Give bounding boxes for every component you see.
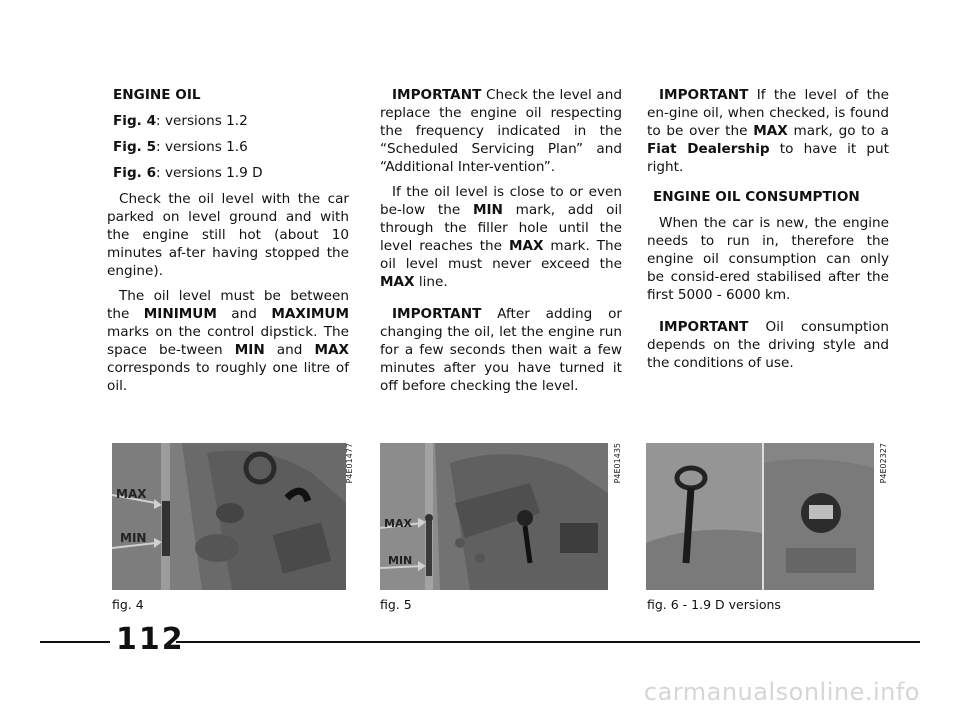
- add-oil-paragraph: If the oil level is close to or even be-low the MIN mark, add oil through the filler hole until the level reaches the MAX mark. The oil level must never exceed the MAX line.: [380, 184, 622, 290]
- fig5-max-label: MAX: [384, 517, 412, 530]
- running-in-paragraph: When the car is new, the engine needs to run in, therefore the engine oil consumption can only be consid-ered stabilised after the first 5000 - 6000 km.: [647, 215, 889, 303]
- column-3: [647, 86, 889, 379]
- important-consumption: IMPORTANT Oil consumption depends on the driving style and the conditions of use.: [647, 319, 889, 371]
- fig6-caption: fig. 6 - 1.9 D versions: [647, 597, 781, 612]
- important-over-max: IMPORTANT If the level of the en-gine oil, when checked, is found to be over the MAX mark, go to a Fiat Dealership to have it put right.: [647, 87, 890, 175]
- fig4-versions: Fig. 4: versions 1.2: [113, 113, 248, 129]
- fig6-versions: Fig. 6: versions 1.9 D: [113, 165, 263, 181]
- fig5-code: P4E01435: [613, 443, 622, 484]
- figure-6-image: [646, 443, 874, 590]
- fig4-caption: fig. 4: [112, 597, 144, 612]
- figure-5-image: [380, 443, 608, 590]
- figure-4-image: [112, 443, 346, 590]
- fig4-min-label: MIN: [120, 531, 147, 545]
- oil-level-range-paragraph: The oil level must be between the MINIMUM and MAXIMUM marks on the control dipstick. The space be-tween MIN and MAX corresponds to roughly one litre of oil.: [107, 288, 349, 394]
- important-after-adding: IMPORTANT After adding or changing the oil, let the engine run for a few seconds then wait a few minutes after you have turned it off before checking the level.: [380, 306, 622, 394]
- column-2: [380, 86, 622, 402]
- footer-watermark: carmanualsonline.info: [643, 678, 920, 706]
- oil-consumption-heading: ENGINE OIL CONSUMPTION: [653, 189, 860, 205]
- fig5-min-label: MIN: [388, 554, 413, 567]
- fig4-code: P4E01477: [345, 443, 354, 484]
- fig5-caption: fig. 5: [380, 597, 412, 612]
- fig5-versions: Fig. 5: versions 1.6: [113, 139, 248, 155]
- page-number: 112: [116, 622, 185, 657]
- footer-rule-right: [176, 641, 920, 643]
- check-level-paragraph: Check the oil level with the car parked on level ground and with the engine still hot (about 10 minutes af-ter having stopped the engine).: [107, 191, 349, 279]
- important-check-level: IMPORTANT Check the level and replace the engine oil respecting the frequency indicated in the “Scheduled Servicing Plan” and “Additional Inter-vention”.: [380, 87, 622, 175]
- engine-oil-heading: ENGINE OIL: [113, 87, 201, 103]
- fig4-max-label: MAX: [116, 487, 147, 501]
- fig6-code: P4E02327: [879, 443, 888, 484]
- footer-rule-left: [40, 641, 110, 643]
- column-1: [107, 86, 349, 402]
